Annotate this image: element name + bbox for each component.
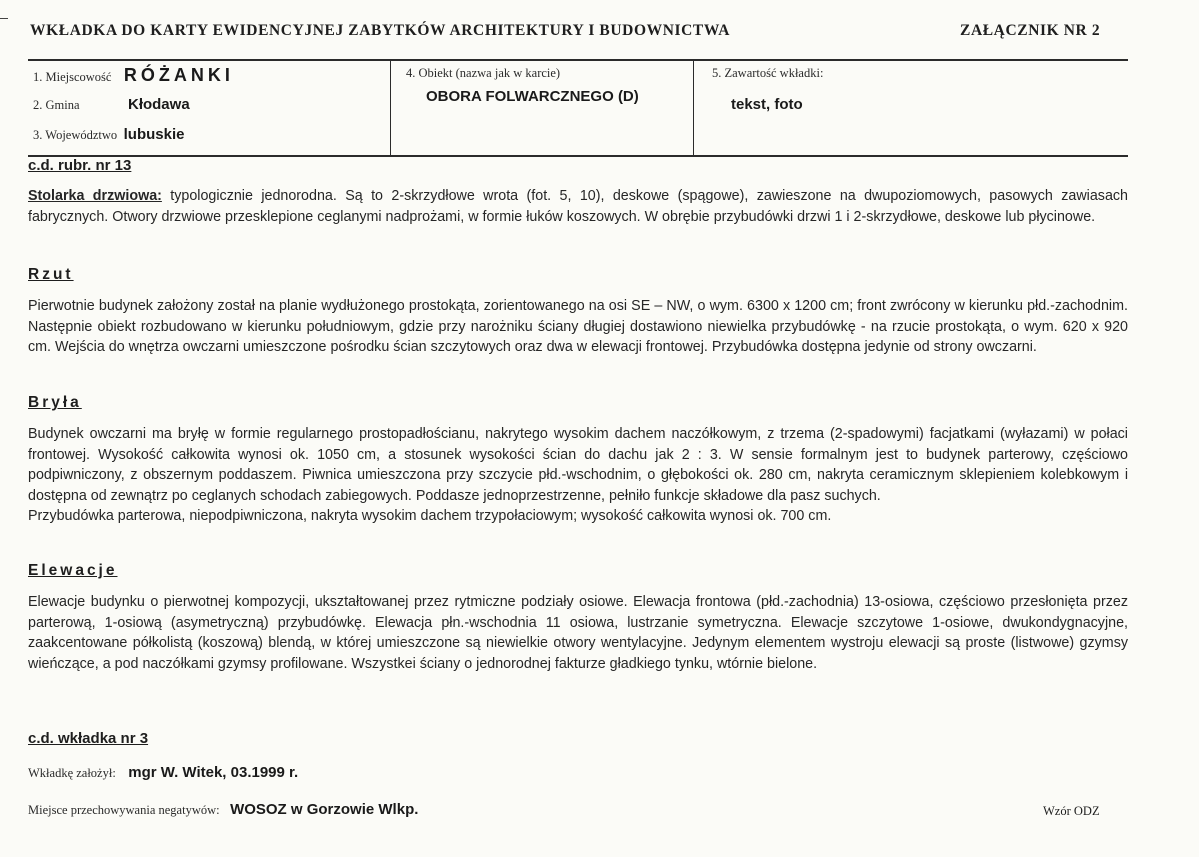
commune-field	[33, 96, 190, 114]
object-value: OBORA FOLWARCZNEGO (D)	[426, 88, 639, 105]
voivodeship-field	[33, 126, 184, 144]
column-divider	[693, 61, 694, 157]
bryla-text-annex: Przybudówka parterowa, niepodpiwniczona, nakryta wysokim dachem trzypołaciowym; wysokość całkowita wynosi ok. 700 cm.	[28, 508, 832, 524]
negatives-value: WOSOZ w Gorzowie Wlkp.	[230, 801, 419, 818]
contents-value: tekst, foto	[731, 96, 803, 113]
annex-number: ZAŁĄCZNIK NR 2	[960, 22, 1101, 39]
locality-field	[33, 65, 234, 86]
locality-value: RÓŻANKI	[123, 65, 234, 85]
insert-continuation: c.d. wkładka nr 3	[28, 730, 149, 747]
rzut-paragraph: Pierwotnie budynek założony został na planie wydłużonego prostokąta, zorientowanego na osi SE – NW, o wym. 6300 x 1200 cm; front zwrócony w kierunku płd.-zachodnim. Następnie obiekt rozbudowano w kierunku południowym, gdzie przy narożniku ściany długiej dostawiono niewielka przybudówkę - na rzucie prostokąta, o wym. 620 x 920 cm. Wejścia do wnętrza owczarni umieszczone pośrodku ścian szczytowych oraz dwa w elewacji frontowej. Przybudówka dostępna jedynie od strony owczarni.	[28, 298, 1128, 355]
joinery-text: typologicznie jednorodna. Są to 2-skrzydłowe wrota (fot. 5, 10), deskowe (spągowe), zawieszone na dwupoziomowych, pasowych zawiasach fabrycznych. Otwory drzwiowe przesklepione ceglanymi nadprożami, w formie łuków koszowych. W obrębie przybudówki drzwi 1 i 2-skrzydłowe, deskowe lub płycinowe.	[28, 188, 1128, 225]
author-label: Wkładkę założył:	[28, 766, 116, 780]
author-field	[28, 764, 298, 782]
author-value: mgr W. Witek, 03.1999 r.	[128, 764, 299, 781]
bryla-heading: Bryła	[28, 394, 82, 411]
object-field-label: 4. Obiekt (nazwa jak w karcie)	[406, 66, 561, 80]
voivodeship-label: 3. Województwo	[33, 128, 118, 142]
template-code: Wzór ODZ	[1043, 804, 1100, 818]
commune-value: Kłodawa	[127, 96, 190, 113]
negatives-field	[28, 801, 418, 819]
negatives-label: Miejsce przechowywania negatywów:	[28, 803, 220, 817]
identification-box	[28, 59, 1128, 157]
column-divider	[390, 61, 391, 157]
bryla-paragraph	[28, 424, 1128, 527]
edge-tick-mark	[0, 18, 8, 19]
rzut-heading: Rzut	[28, 266, 74, 283]
voivodeship-value: lubuskie	[123, 126, 185, 143]
contents-field-label: 5. Zawartość wkładki:	[712, 66, 824, 80]
joinery-heading: Stolarka drzwiowa:	[28, 188, 162, 204]
elewacje-heading: Elewacje	[28, 562, 118, 579]
bryla-text: Budynek owczarni ma bryłę w formie regularnego prostopadłościanu, nakrytego wysokim dachem naczółkowym, z trzema (2-spadowymi) facjatkami (wyłazami) w połaci frontowej. Wysokość całkowita wynosi ok. 1050 cm, a stosunek wysokości ścian do dachu jak 2 : 3. W sensie formalnym jest to budynek parterowy, częściowo podpiwniczony, z obszernym poddaszem. Piwnica umieszczona przy szczycie płd.-wschodnim, o głębokości ok. 280 cm, nakryta ceramicznym sklepieniem kolebkowym i dostępna od zewnątrz po ceglanych schodach zabiegowych. Poddasze jednoprzestrzenne, pełniło funkcje składowe dla pasz suchych.	[28, 426, 1128, 504]
joinery-paragraph	[28, 186, 1128, 227]
locality-label: 1. Miejscowość	[33, 70, 112, 84]
rubric-continuation: c.d. rubr. nr 13	[28, 157, 132, 174]
commune-label: 2. Gmina	[33, 98, 80, 112]
elewacje-paragraph: Elewacje budynku o pierwotnej kompozycji, ukształtowanej przez rytmiczne podziały osiowe. Elewacja frontowa (płd.-zachodnia) 13-osiowa, częściowo przesłonięta przez parterową, 1-osiową (asymetryczną) przybudówkę. Elewacja płn.-wschodnia 11 osiowa, lustrzanie symetryczna. Elewacje szczytowe 1-osiowe, dwukondygnacyjne, zaakcentowane półkolistą (koszową) blendą, w której umieszczone są niewielkie otwory wentylacyjne. Jedynym elementem wystroju elewacji są proste (listwowe) gzymsy wieńczące, a pod naczółkami gzymsy profilowane. Wszystkei ściany o jednorodnej fakturze gładkiego tynku, wtórnie bielone.	[28, 594, 1128, 672]
form-title: WKŁADKA DO KARTY EWIDENCYJNEJ ZABYTKÓW ARCHITEKTURY I BUDOWNICTWA	[30, 22, 731, 39]
